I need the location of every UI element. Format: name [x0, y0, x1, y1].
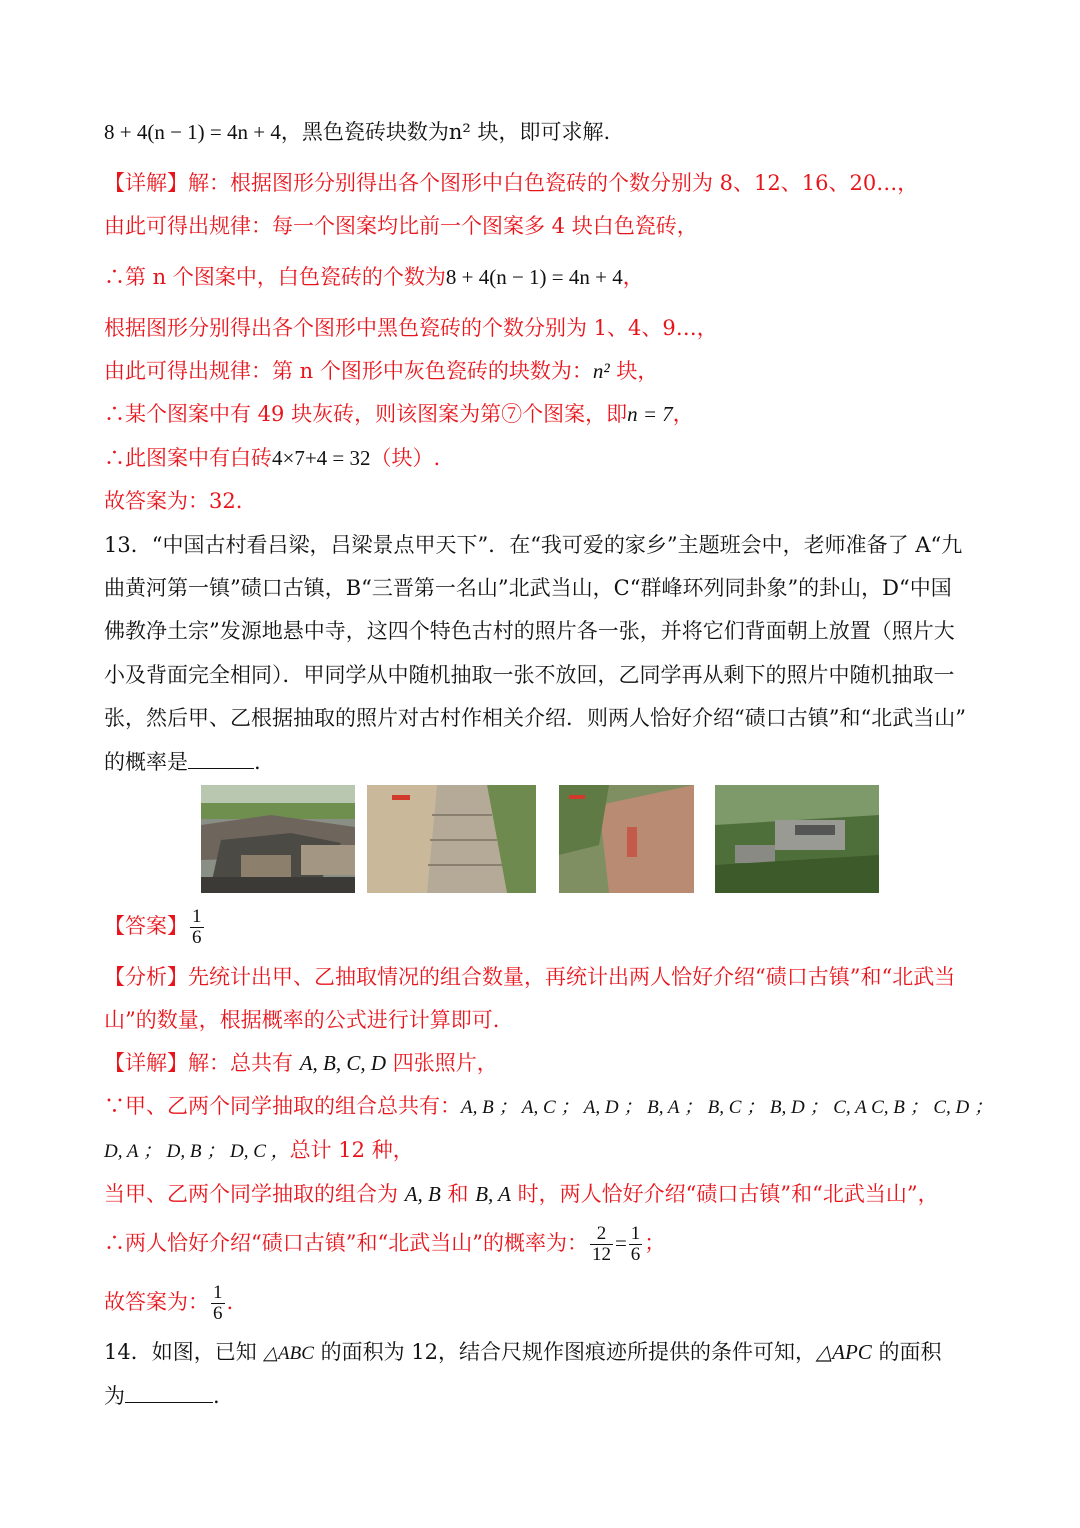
- text: .: [226, 1290, 234, 1314]
- text: 先统计出甲、乙抽取情况的组合数量，再统计出两人恰好介绍“碛口古镇”和“北武当: [188, 965, 956, 989]
- text: 块，: [609, 359, 659, 383]
- text: .: [254, 750, 261, 774]
- text: ；: [644, 1231, 666, 1255]
- detail-line-4: 根据图形分别得出各个图形中黑色瓷砖的个数分别为 1、4、9…，: [104, 316, 718, 340]
- text: 为: [104, 1384, 125, 1408]
- text: 总计 12 种，: [289, 1138, 414, 1162]
- formula: 8 + 4(n − 1) = 4n + 4: [104, 120, 281, 144]
- analysis-line-1: [104, 962, 955, 992]
- detail2-line-2: [104, 1091, 993, 1123]
- text: ∴此图案中有白砖: [104, 446, 272, 470]
- denominator: 6: [630, 1244, 641, 1265]
- detail2-line-3: [104, 1135, 414, 1167]
- text: 由此可得出规律：第 n 个图形中灰色瓷砖的块数为：: [104, 359, 593, 383]
- text: 的概率是: [104, 750, 188, 774]
- q13-line-5: 张，然后甲、乙根据抽取的照片对古村作相关介绍．则两人恰好介绍“碛口古镇”和“北武当山”: [104, 706, 966, 730]
- q14-line-2: [104, 1380, 220, 1411]
- detail2-line-4: [104, 1179, 939, 1209]
- denominator: 6: [192, 927, 202, 948]
- numerator: 1: [213, 1282, 223, 1303]
- text: 当甲、乙两个同学抽取的组合为: [104, 1182, 405, 1206]
- formula: D, A ； D, B ； D, C ，: [104, 1141, 290, 1162]
- photo-xuankongsi: [715, 785, 879, 893]
- text: ∵甲、乙两个同学抽取的组合总共有：: [104, 1094, 461, 1118]
- line-1: [104, 117, 610, 147]
- text: ∴某个图案中有 49 块灰砖，则该图案为第⑦个图案，即: [104, 402, 628, 426]
- detail-tag: 【详解】: [104, 171, 188, 195]
- text: ，黑色瓷砖块数为n² 块，即可求解.: [280, 120, 611, 144]
- answer-line: 故答案为：32.: [104, 489, 243, 513]
- text: 故答案为：: [104, 1290, 209, 1314]
- text: 四张照片，: [386, 1051, 498, 1075]
- numerator: 1: [192, 906, 202, 927]
- detail-line-2: 由此可得出规律：每一个图案均比前一个图案多 4 块白色瓷砖，: [104, 214, 698, 238]
- photo-beiwudang: [367, 785, 536, 893]
- detail2-line-1: [104, 1048, 498, 1078]
- q14-line-1: [104, 1337, 941, 1369]
- fraction: [629, 1224, 643, 1265]
- formula: n = 7: [627, 402, 673, 426]
- detail2-line-5: [104, 1220, 665, 1266]
- text: （块）.: [370, 446, 441, 470]
- fraction: [211, 1283, 225, 1324]
- photo-guashan: [559, 785, 694, 893]
- formula: △ABC: [263, 1343, 314, 1364]
- text: 的面积: [871, 1340, 942, 1364]
- formula: n²: [592, 359, 610, 383]
- text: 的面积为 12，结合尺规作图痕迹所提供的条件可知，: [313, 1340, 816, 1364]
- formula: A, B ； A, C ； A, D ； B, A ； B, C ； B, D ； C, A C, B ； C, D ；: [461, 1097, 994, 1118]
- answer-blank: [188, 746, 254, 769]
- formula: A, B, C, D: [299, 1051, 387, 1075]
- q13-line-6: [104, 746, 261, 777]
- formula: A, B: [404, 1182, 441, 1206]
- equals: =: [614, 1231, 627, 1255]
- q13-line-4: 小及背面完全相同）．甲同学从中随机抽取一张不放回，乙同学再从剩下的照片中随机抽取一: [104, 663, 955, 687]
- q13-line-2: 曲黄河第一镇”碛口古镇，B“三晋第一名山”北武当山，C“群峰环列同卦象”的卦山，D“中国: [104, 576, 952, 600]
- formula: 4×7+4 = 32: [272, 446, 371, 470]
- q13-line-1: 13．“中国古村看吕梁，吕梁景点甲天下”．在“我可爱的家乡”主题班会中，老师准备了 A“九: [104, 533, 963, 557]
- q13-line-3: 佛教净土宗”发源地悬中寺，这四个特色古村的照片各一张，并将它们背面朝上放置（照片大: [104, 619, 955, 643]
- text: 解：总共有: [188, 1051, 300, 1075]
- answer-label: [104, 904, 206, 948]
- photo-qikou: [201, 785, 355, 893]
- formula: B, A: [475, 1182, 511, 1206]
- formula: △APC: [815, 1340, 872, 1364]
- text: ∴第 n 个图案中，白色瓷砖的个数为: [104, 265, 446, 289]
- detail-line-5: [104, 356, 658, 386]
- denominator: 6: [213, 1303, 223, 1324]
- text: 和: [440, 1182, 476, 1206]
- formula: 8 + 4(n − 1) = 4n + 4: [445, 265, 623, 289]
- answer-fraction: [190, 907, 204, 948]
- detail-tag: 【详解】: [104, 1051, 188, 1075]
- detail-line-6: [104, 399, 694, 429]
- answer-tag: 【答案】: [104, 914, 188, 938]
- text: 时，两人恰好介绍“碛口古镇”和“北武当山”，: [510, 1182, 939, 1206]
- detail-line-1: [104, 168, 918, 198]
- detail-line-7: [104, 443, 440, 473]
- text: ，: [672, 402, 694, 426]
- text: 14．如图，已知: [104, 1340, 264, 1364]
- detail-line-3: [104, 262, 644, 292]
- fraction: [590, 1224, 613, 1265]
- text: .: [213, 1384, 220, 1408]
- text: ，: [622, 265, 644, 289]
- analysis-tag: 【分析】: [104, 965, 188, 989]
- text: 解：根据图形分别得出各个图形中白色瓷砖的个数分别为 8、12、16、20…，: [188, 171, 919, 195]
- analysis-line-2: 山”的数量，根据概率的公式进行计算即可.: [104, 1008, 500, 1032]
- denominator: 12: [591, 1244, 611, 1265]
- numerator: 2: [590, 1224, 613, 1245]
- final-answer-line: [104, 1279, 233, 1325]
- answer-blank: [125, 1380, 213, 1403]
- numerator: 1: [630, 1223, 641, 1244]
- text: ∴两人恰好介绍“碛口古镇”和“北武当山”的概率为：: [104, 1231, 588, 1255]
